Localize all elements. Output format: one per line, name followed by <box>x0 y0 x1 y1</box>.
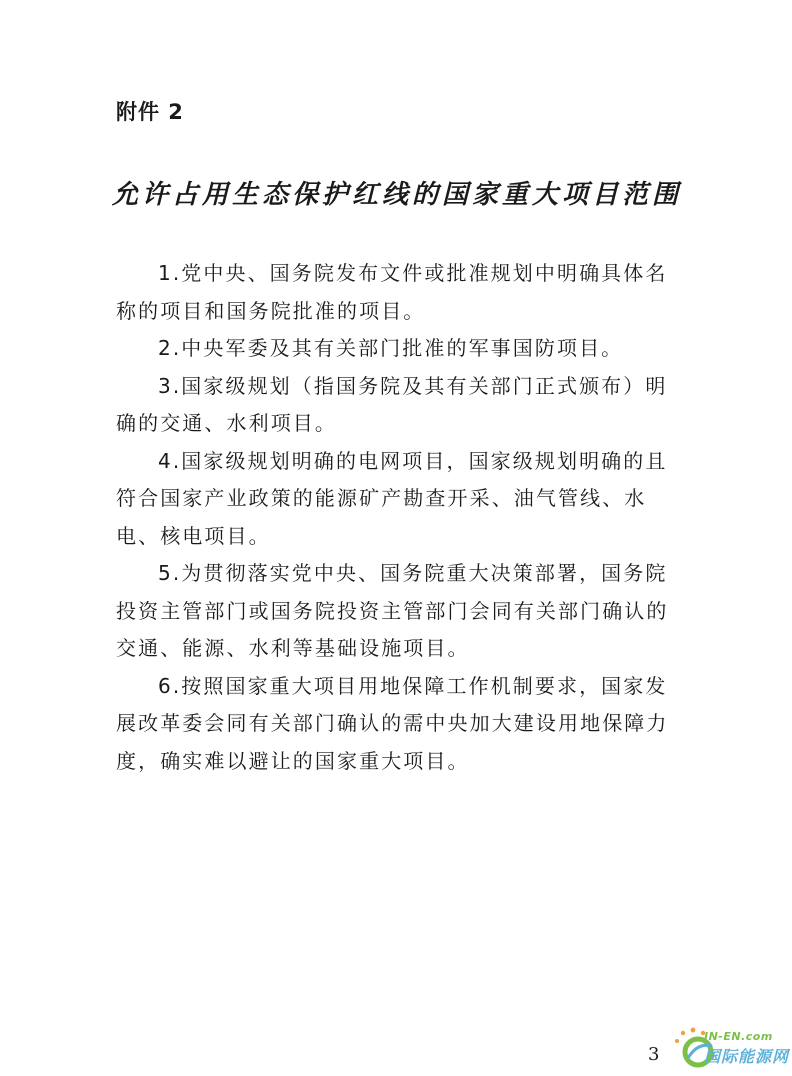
paragraph-item-3: 3.国家级规划（指国务院及其有关部门正式颁布）明确的交通、水利项目。 <box>116 373 668 435</box>
watermark-bottom-text: 国际能源网 <box>704 1047 790 1066</box>
watermark-top-text: IN-EN.com <box>704 1030 773 1043</box>
watermark <box>668 1022 790 1072</box>
paragraph-item-2: 2.中央军委及其有关部门批准的军事国防项目。 <box>158 336 624 360</box>
paragraph-item-5: 5.为贯彻落实党中央、国务院重大决策部署，国务院投资主管部门或国务院投资主管部门会同有关部门确认的交通、能源、水利等基础设施项目。 <box>116 561 669 660</box>
paragraph-item-6: 6.按照国家重大项目用地保障工作机制要求，国家发展改革委会同有关部门确认的需中央加大建设用地保障力度，确实难以避让的国家重大项目。 <box>116 673 669 773</box>
document-body <box>116 255 688 780</box>
attachment-label: 附件 2 <box>116 100 184 124</box>
document-title: 允许占用生态保护红线的国家重大项目范围 <box>112 180 683 210</box>
paragraph-item-4: 4.国家级规划明确的电网项目，国家级规划明确的且符合国家产业政策的能源矿产勘查开采、油气管线、水电、核电项目。 <box>116 448 668 548</box>
paragraph-item-1: 1.党中央、国务院发布文件或批准规划中明确具体名称的项目和国务院批准的项目。 <box>116 261 668 323</box>
page-number: 3 <box>648 1044 660 1065</box>
